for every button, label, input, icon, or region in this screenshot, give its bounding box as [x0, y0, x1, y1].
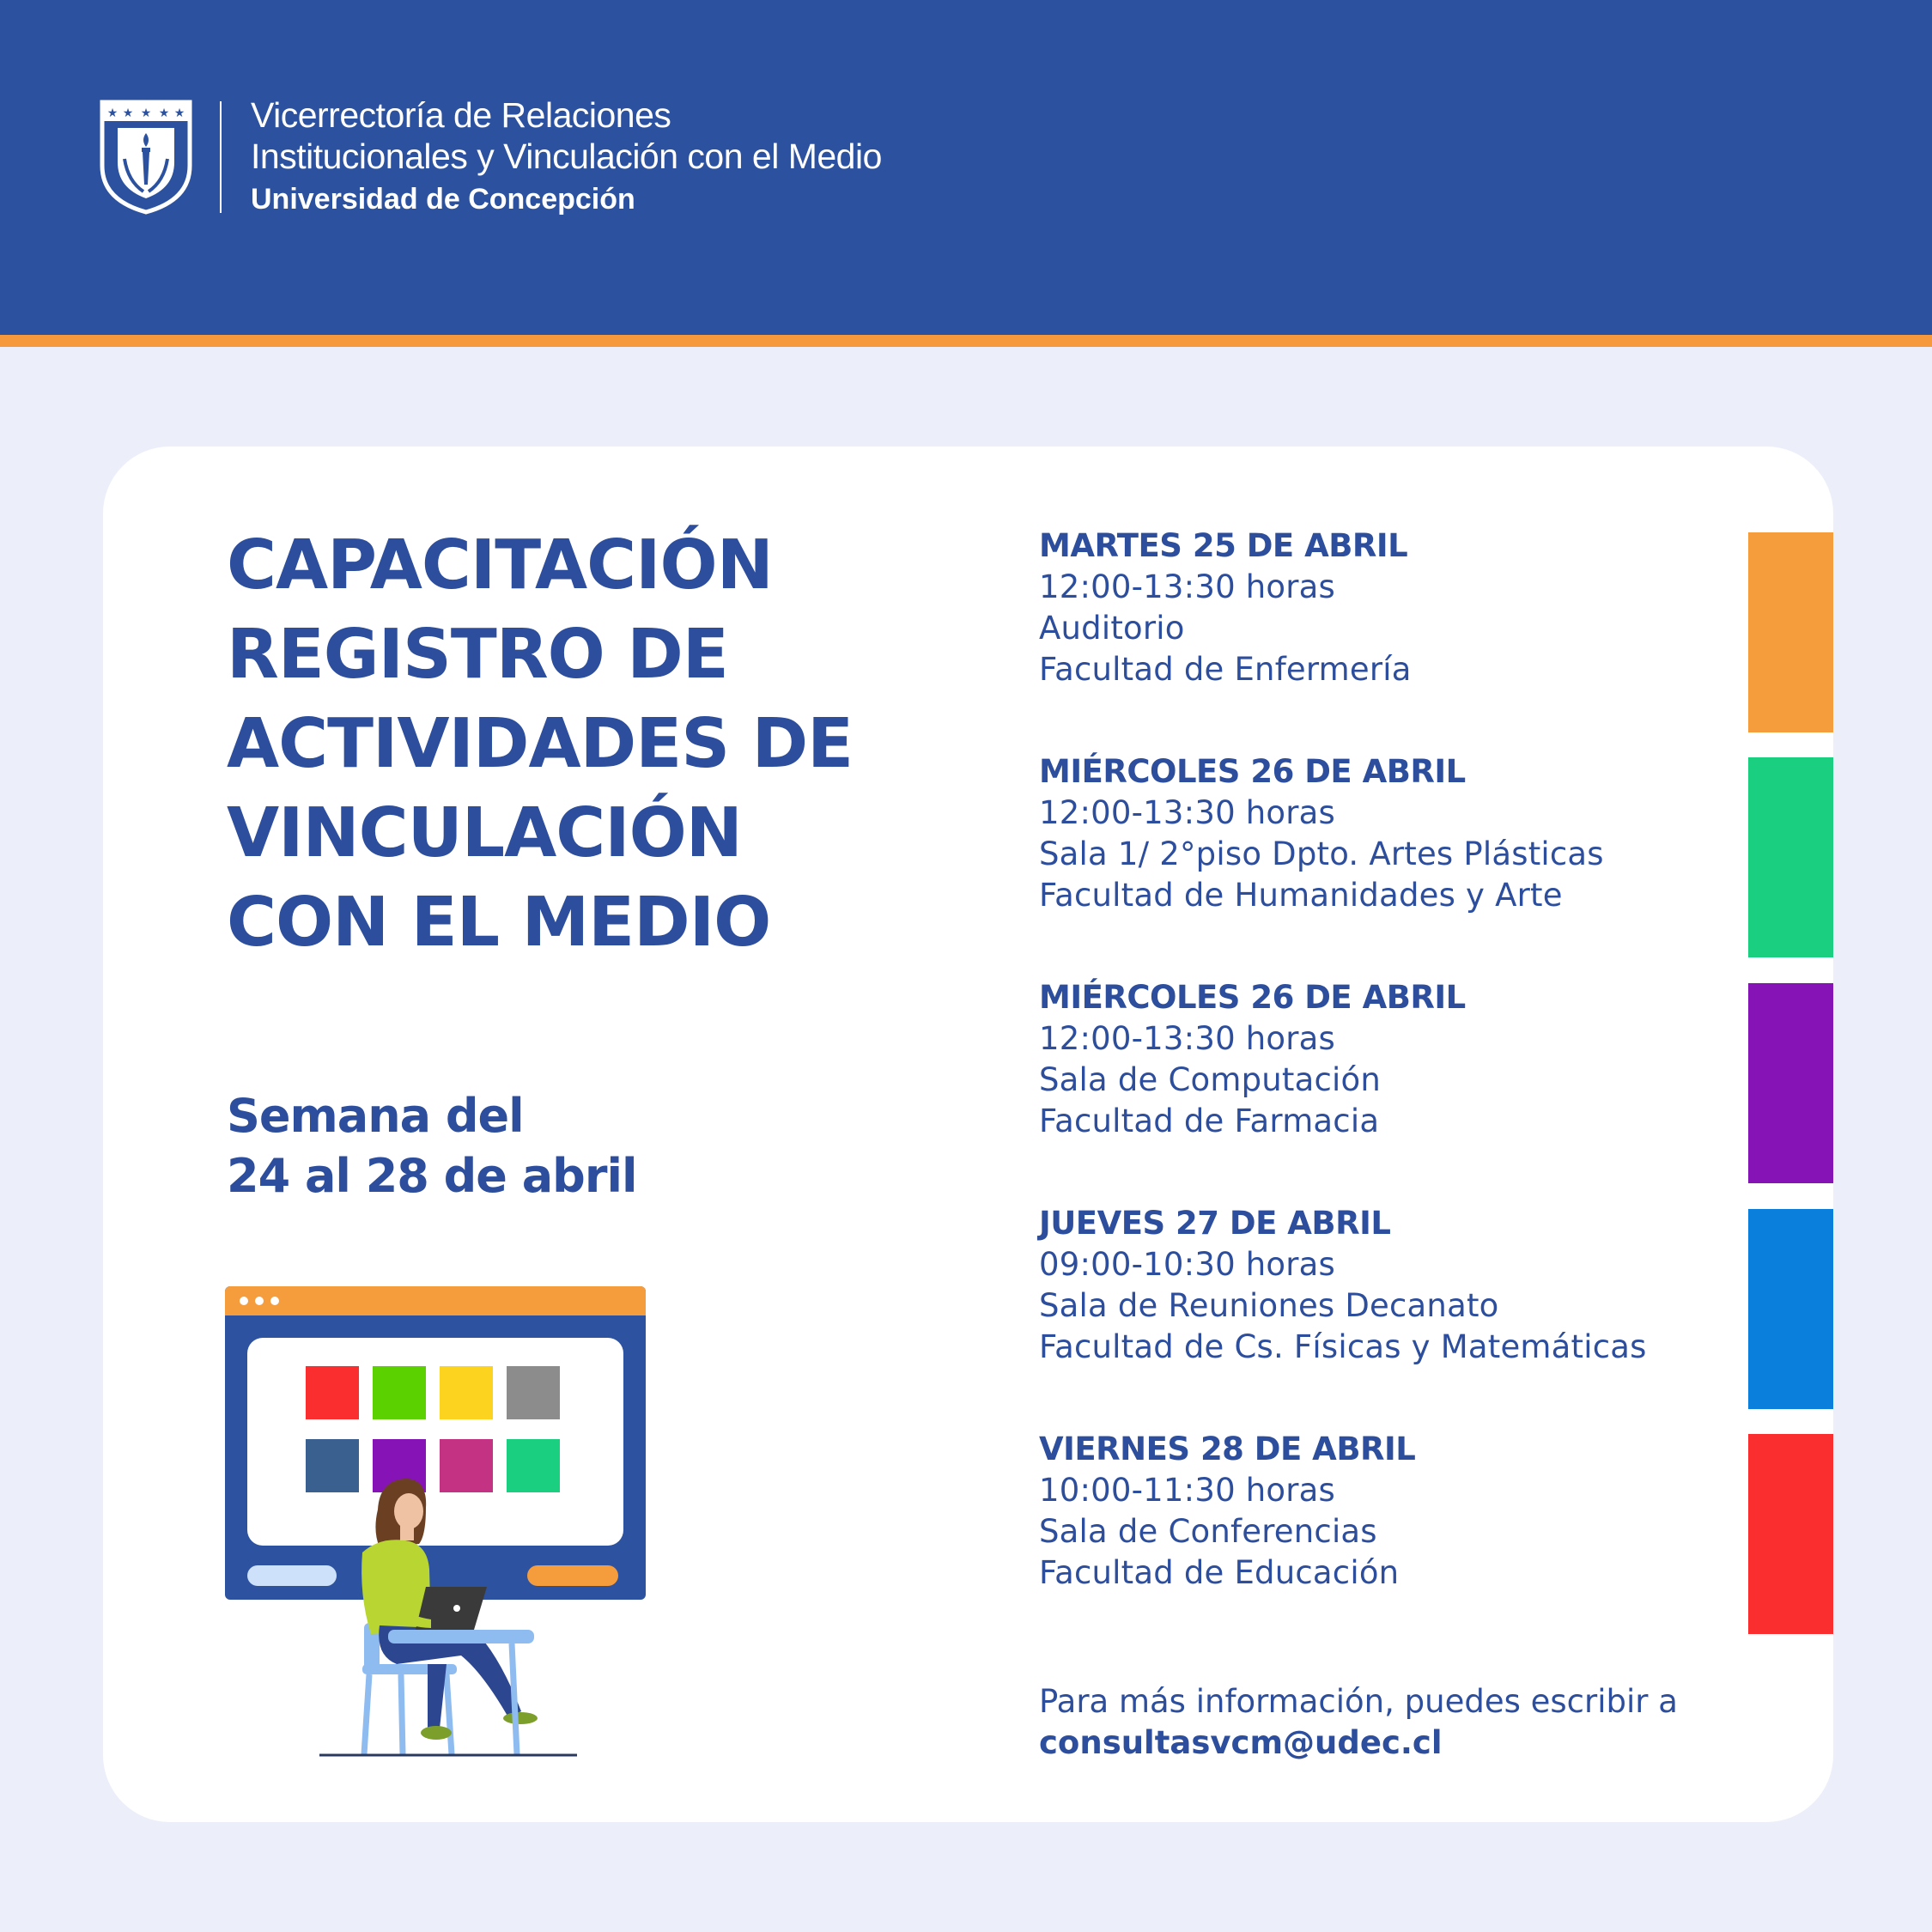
event-faculty: Facultad de Educación — [1039, 1554, 1400, 1591]
logo-divider — [220, 101, 222, 213]
organization-name — [251, 94, 882, 220]
svg-text:★: ★ — [173, 106, 185, 120]
event-place: Sala 1/ 2°piso Dpto. Artes Plásticas — [1039, 835, 1604, 872]
title-line: CON EL MEDIO — [227, 883, 771, 962]
event-place: Sala de Conferencias — [1039, 1513, 1377, 1550]
svg-text:★: ★ — [106, 106, 118, 120]
event-place: Sala de Reuniones Decanato — [1039, 1287, 1499, 1324]
schedule-item — [1039, 1203, 1743, 1429]
color-bar-viernes — [1748, 1434, 1833, 1634]
schedule-item — [1039, 1429, 1743, 1655]
event-day: MARTES 25 DE ABRIL — [1039, 527, 1408, 564]
org-line-1: Vicerrectoría de Relaciones — [251, 95, 671, 135]
svg-text:★: ★ — [158, 106, 170, 120]
svg-text:★: ★ — [140, 106, 152, 120]
event-day: MIÉRCOLES 26 DE ABRIL — [1039, 753, 1466, 790]
event-faculty: Facultad de Farmacia — [1039, 1103, 1380, 1139]
title-line: CAPACITACIÓN — [227, 526, 773, 605]
color-bar-miercoles-2 — [1748, 983, 1833, 1183]
event-place: Sala de Computación — [1039, 1061, 1382, 1098]
event-time: 12:00-13:30 horas — [1039, 1020, 1336, 1057]
header-stripe — [0, 335, 1932, 347]
event-time: 12:00-13:30 horas — [1039, 794, 1336, 831]
university-name: Universidad de Concepción — [251, 183, 635, 216]
svg-text:★: ★ — [122, 106, 134, 120]
title-line: REGISTRO DE — [227, 615, 728, 694]
event-time: 12:00-13:30 horas — [1039, 568, 1336, 605]
week-range — [227, 1086, 636, 1206]
schedule-item — [1039, 977, 1743, 1203]
event-faculty: Facultad de Enfermería — [1039, 651, 1412, 688]
woman-laptop-illustration-icon — [225, 1286, 654, 1759]
event-day: MIÉRCOLES 26 DE ABRIL — [1039, 979, 1466, 1016]
title-line: ACTIVIDADES DE — [227, 704, 854, 783]
event-place: Auditorio — [1039, 610, 1185, 647]
schedule-item — [1039, 751, 1743, 977]
schedule-item — [1039, 526, 1743, 751]
event-faculty: Facultad de Cs. Físicas y Matemáticas — [1039, 1328, 1647, 1365]
event-time: 09:00-10:30 horas — [1039, 1246, 1336, 1283]
week-line: Semana del — [227, 1089, 524, 1143]
color-bar-martes — [1748, 532, 1833, 732]
event-time: 10:00-11:30 horas — [1039, 1472, 1336, 1509]
title-line: VINCULACIÓN — [227, 793, 742, 872]
contact-text: Para más información, puedes escribir a — [1039, 1683, 1678, 1720]
training-title — [227, 520, 853, 967]
event-faculty: Facultad de Humanidades y Arte — [1039, 877, 1563, 914]
week-line: 24 al 28 de abril — [227, 1149, 637, 1203]
event-day: VIERNES 28 DE ABRIL — [1039, 1431, 1416, 1467]
university-shield-icon — [99, 99, 193, 215]
org-line-2: Institucionales y Vinculación con el Medio — [251, 137, 882, 176]
event-day: JUEVES 27 DE ABRIL — [1039, 1205, 1391, 1242]
schedule-list — [1039, 526, 1743, 1655]
color-bar-jueves — [1748, 1209, 1833, 1409]
contact-email[interactable]: consultasvcm@udec.cl — [1039, 1724, 1443, 1761]
contact-info — [1039, 1681, 1678, 1764]
color-bar-miercoles-1 — [1748, 757, 1833, 957]
